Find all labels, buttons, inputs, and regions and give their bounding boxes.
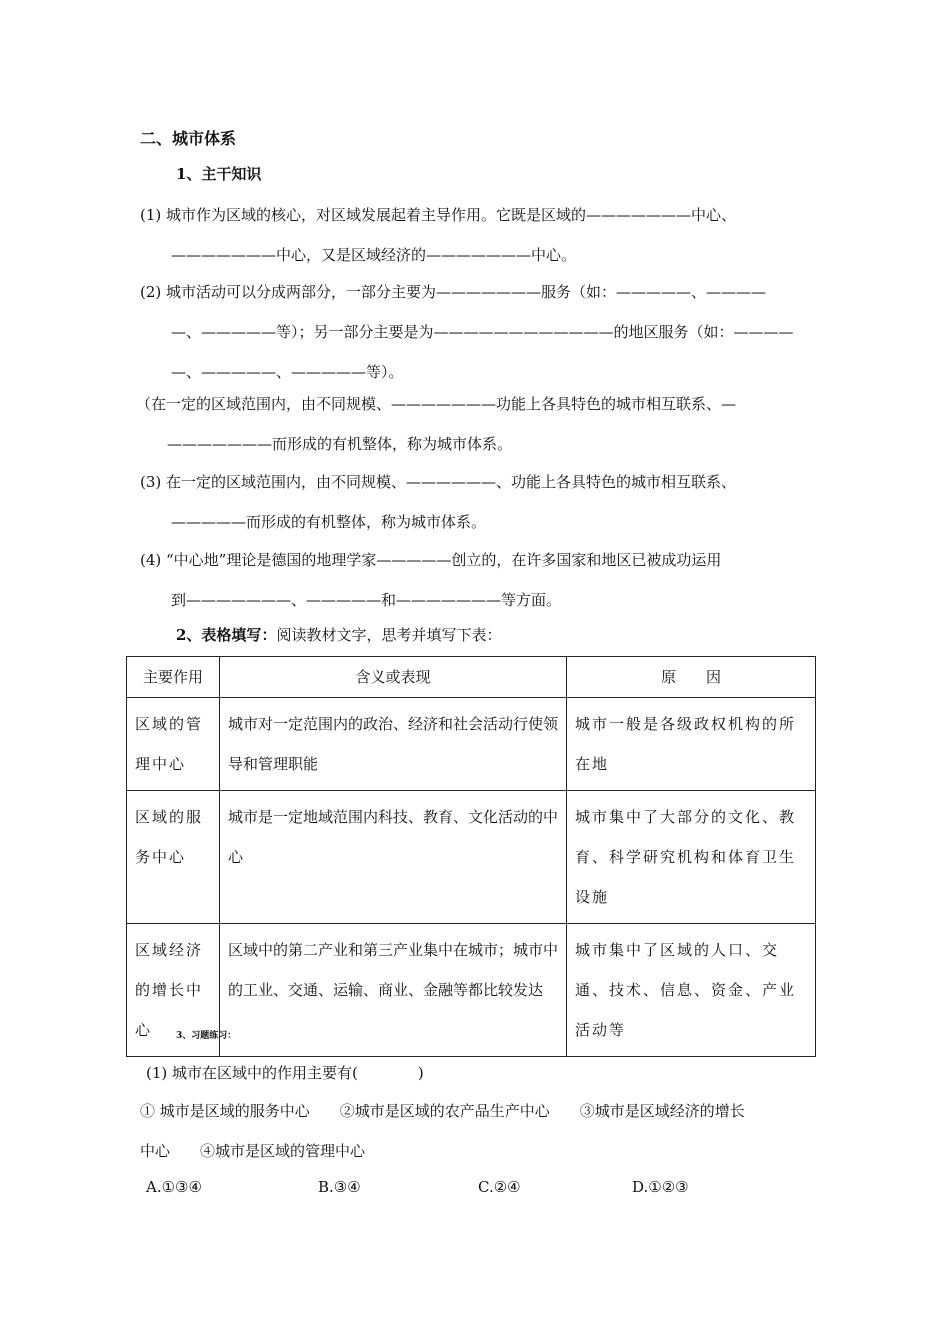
header-role: 主要作用 (127, 657, 220, 698)
table-fill-heading: 2、表格填写： (176, 626, 277, 644)
item-4-line-1: (4) “中心地”理论是德国的地理学家—————创立的，在许多国家和地区已被成功运用 (140, 551, 722, 569)
table-header-row (127, 657, 816, 698)
cell-reason: 城市集中了大部分的文化、教育、科学研究机构和体育卫生设施 (567, 791, 816, 924)
subsection-main-knowledge: 1、主干知识 (176, 165, 262, 183)
question-statements-line-1: ① 城市是区域的服务中心 ②城市是区域的农产品生产中心 ③城市是区域经济的增长 (140, 1102, 745, 1120)
subsection-exercises: 3、习题练习： (176, 1031, 237, 1041)
option-b[interactable]: B.③④ (318, 1178, 361, 1196)
cell-reason: 城市一般是各级政权机构的所在地 (567, 698, 816, 791)
table-row (127, 698, 816, 791)
item-system-line-2: ———————而形成的有机整体，称为城市体系。 (167, 435, 513, 453)
item-system-line-1: （在一定的区域范围内，由不同规模、———————功能上各具特色的城市相互联系、— (136, 395, 737, 413)
question-stem: (1) 城市在区域中的作用主要有( ) (146, 1064, 424, 1082)
option-c[interactable]: C.②④ (478, 1178, 521, 1196)
section-title: 二、城市体系 (140, 129, 237, 148)
item-1-line-1: (1) 城市作为区域的核心，对区域发展起着主导作用。它既是区域的———————中心、 (140, 206, 737, 224)
subsection-table-fill (176, 624, 501, 645)
cell-role: 区域的服务中心 (127, 791, 220, 924)
cell-meaning: 区域中的第二产业和第三产业集中在城市；城市中的工业、交通、运输、商业、金融等都比较发达 (220, 924, 567, 1057)
item-4 (140, 540, 820, 620)
item-3 (140, 462, 820, 542)
header-reason: 原 因 (567, 657, 816, 698)
item-3-line-1: (3) 在一定的区域范围内，由不同规模、——————、功能上各具特色的城市相互联系、 (140, 473, 737, 491)
item-3-line-2: —————而形成的有机整体，称为城市体系。 (171, 513, 487, 531)
cell-reason: 城市集中了区域的人口、交通、技术、信息、资金、产业活动等 (567, 924, 816, 1057)
header-meaning: 含义或表现 (220, 657, 567, 698)
item-2 (140, 272, 820, 392)
cell-meaning: 城市是一定地域范围内科技、教育、文化活动的中心 (220, 791, 567, 924)
item-2-line-3: —、—————、—————等）。 (171, 363, 404, 381)
item-4-line-2: 到———————、—————和———————等方面。 (171, 591, 562, 609)
item-2-line-1: (2) 城市活动可以分成两部分，一部分主要为———————服务（如：—————、———— (140, 283, 767, 301)
option-a[interactable]: A.①③④ (146, 1178, 202, 1196)
item-system-definition (136, 384, 816, 464)
table-row (127, 791, 816, 924)
cell-meaning: 城市对一定范围内的政治、经济和社会活动行使领导和管理职能 (220, 698, 567, 791)
item-1-line-2: ———————中心，又是区域经济的———————中心。 (171, 246, 577, 264)
item-2-line-2: —、—————等）；另一部分主要是为————————————的地区服务（如：———— (171, 323, 794, 341)
question-statements-line-2: 中心 ④城市是区域的管理中心 (140, 1142, 366, 1160)
cell-role: 区域的管理中心 (127, 698, 220, 791)
cell-role: 区域经济的增长中心 (127, 924, 220, 1057)
item-1 (140, 195, 820, 275)
table-fill-instruction: 阅读教材文字，思考并填写下表： (276, 626, 502, 644)
option-d[interactable]: D.①②③ (632, 1178, 689, 1196)
roles-table (126, 656, 816, 1057)
